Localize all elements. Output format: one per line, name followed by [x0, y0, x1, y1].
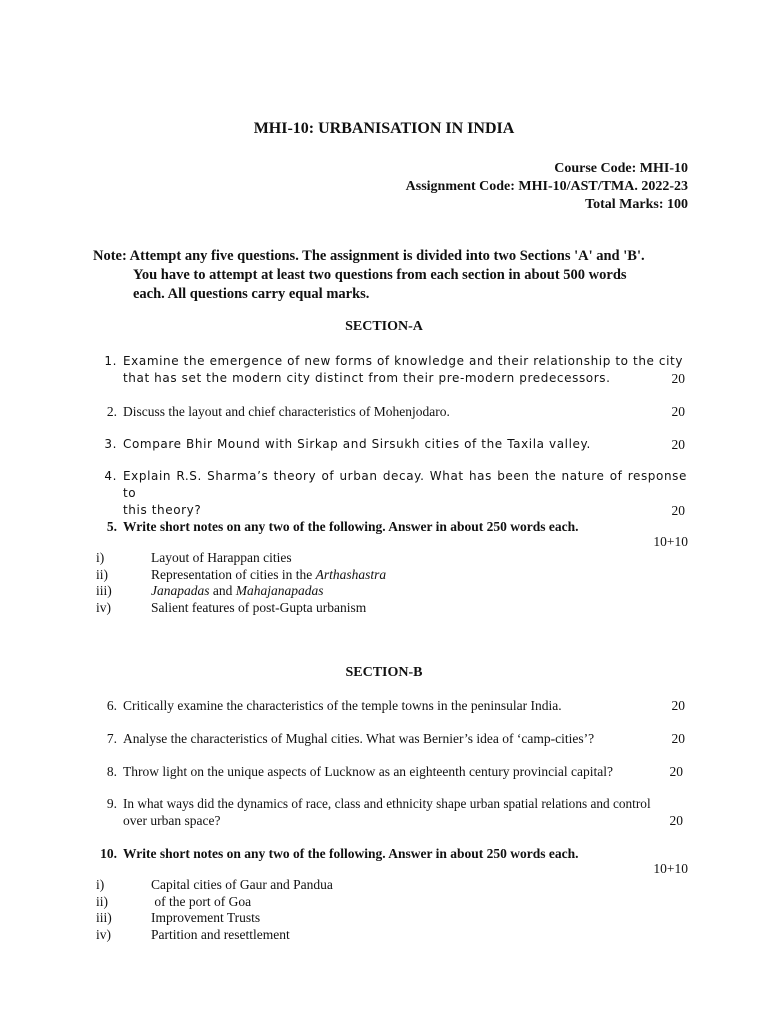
section-b-subitems [96, 877, 333, 944]
roman-numeral: i) [96, 550, 105, 565]
question-5 [93, 518, 687, 535]
question-marks: 20 [671, 503, 685, 518]
list-item-text: Representation of cities in the [151, 566, 316, 582]
question-text-line-2: this theory? [123, 503, 202, 517]
list-item-italic: Janapadas [151, 583, 210, 599]
question-4 [93, 468, 687, 519]
instructions-note [93, 247, 683, 304]
list-item [96, 910, 333, 927]
question-10-marks: 10+10 [653, 861, 688, 876]
list-item-text: Improvement Trusts [151, 910, 261, 926]
list-item-text: of the port of Goa [151, 893, 252, 909]
list-item-text: Capital cities of Gaur and Pandua [151, 877, 333, 892]
roman-numeral: iii) [96, 583, 112, 599]
question-7 [93, 730, 687, 747]
question-number: 2. [106, 404, 117, 419]
question-2 [93, 403, 687, 420]
question-text-line-1: Examine the emergence of new forms of knowledge and their relationship to the city [123, 354, 684, 368]
assignment-code: Assignment Code: MHI-10/AST/TMA. 2022-23 [405, 179, 688, 194]
section-a-heading: SECTION-A [345, 319, 423, 334]
question-6 [93, 697, 687, 714]
question-text: Throw light on the unique aspects of Lucknow as an eighteenth century provincial capital? [123, 764, 613, 779]
roman-numeral: iv) [96, 600, 111, 616]
list-item [96, 894, 333, 911]
list-item [96, 600, 386, 617]
list-item [96, 877, 333, 894]
question-marks: 20 [671, 371, 685, 386]
question-marks: 20 [669, 764, 683, 779]
question-marks: 20 [671, 731, 685, 746]
course-code: Course Code: MHI-10 [554, 161, 688, 176]
note-line-1: Attempt any five questions. The assignment is divided into two Sections 'A' and 'B'. [129, 248, 645, 264]
note-line-2: You have to attempt at least two questions from each section in about 500 words [133, 267, 627, 283]
list-item-text: Partition and resettlement [151, 927, 290, 943]
roman-numeral: ii) [96, 566, 108, 582]
roman-numeral: i) [96, 877, 105, 892]
question-marks: 20 [669, 813, 683, 828]
question-number: 10. [100, 846, 117, 861]
question-text-line-2: that has set the modern city distinct from their pre-modern predecessors. [123, 371, 611, 385]
section-a-subitems [96, 550, 386, 617]
question-text: Write short notes on any two of the following. Answer in about 250 words each. [123, 519, 579, 534]
list-item-text: Layout of Harappan cities [151, 550, 292, 565]
list-item [96, 583, 386, 600]
question-number: 4. [104, 469, 117, 483]
document-title: MHI-10: URBANISATION IN INDIA [253, 120, 515, 137]
question-number: 9. [106, 796, 117, 811]
roman-numeral: iv) [96, 927, 111, 943]
roman-numeral: ii) [96, 893, 108, 909]
question-text: Critically examine the characteristics of the temple towns in the peninsular India. [123, 698, 562, 713]
list-item [96, 550, 386, 567]
list-item-italic: Mahajanapadas [235, 583, 324, 599]
list-item-italic: Arthashastra [315, 566, 387, 582]
question-marks: 20 [671, 698, 685, 713]
total-marks: Total Marks: 100 [585, 197, 688, 212]
question-5-marks: 10+10 [653, 534, 688, 549]
question-text: Compare Bhir Mound with Sirkap and Sirsukh cities of the Taxila valley. [123, 437, 591, 451]
question-number: 3. [104, 437, 117, 451]
question-number: 7. [106, 731, 117, 746]
question-text: Analyse the characteristics of Mughal cities. What was Bernier’s idea of ‘camp-cities’? [123, 731, 595, 746]
question-marks: 20 [671, 437, 685, 452]
question-number: 5. [106, 519, 117, 534]
question-marks: 20 [671, 404, 685, 419]
question-1 [93, 353, 687, 387]
list-item [96, 927, 333, 944]
note-label: Note: [93, 248, 127, 264]
question-text-line-1: Explain R.S. Sharma’s theory of urban decay. What has been the nature of response to [123, 469, 687, 500]
question-text: Write short notes on any two of the following. Answer in about 250 words each. [123, 846, 579, 861]
question-10 [93, 845, 687, 862]
question-9 [93, 795, 687, 829]
list-item [96, 567, 386, 584]
question-number: 8. [106, 764, 117, 779]
question-number: 1. [104, 354, 117, 368]
question-3 [93, 436, 687, 453]
section-b-heading: SECTION-B [345, 665, 423, 680]
list-item-text: Salient features of post-Gupta urbanism [151, 600, 367, 616]
question-text-line-1: In what ways did the dynamics of race, class and ethnicity shape urban spatial relations and control [123, 796, 651, 811]
question-number: 6. [106, 698, 117, 713]
list-item-text: and [209, 583, 236, 599]
roman-numeral: iii) [96, 910, 112, 926]
question-8 [93, 763, 687, 780]
note-line-3: each. All questions carry equal marks. [133, 286, 370, 302]
question-text: Discuss the layout and chief characteristics of Mohenjodaro. [123, 404, 450, 419]
question-text-line-2: over urban space? [123, 813, 221, 828]
